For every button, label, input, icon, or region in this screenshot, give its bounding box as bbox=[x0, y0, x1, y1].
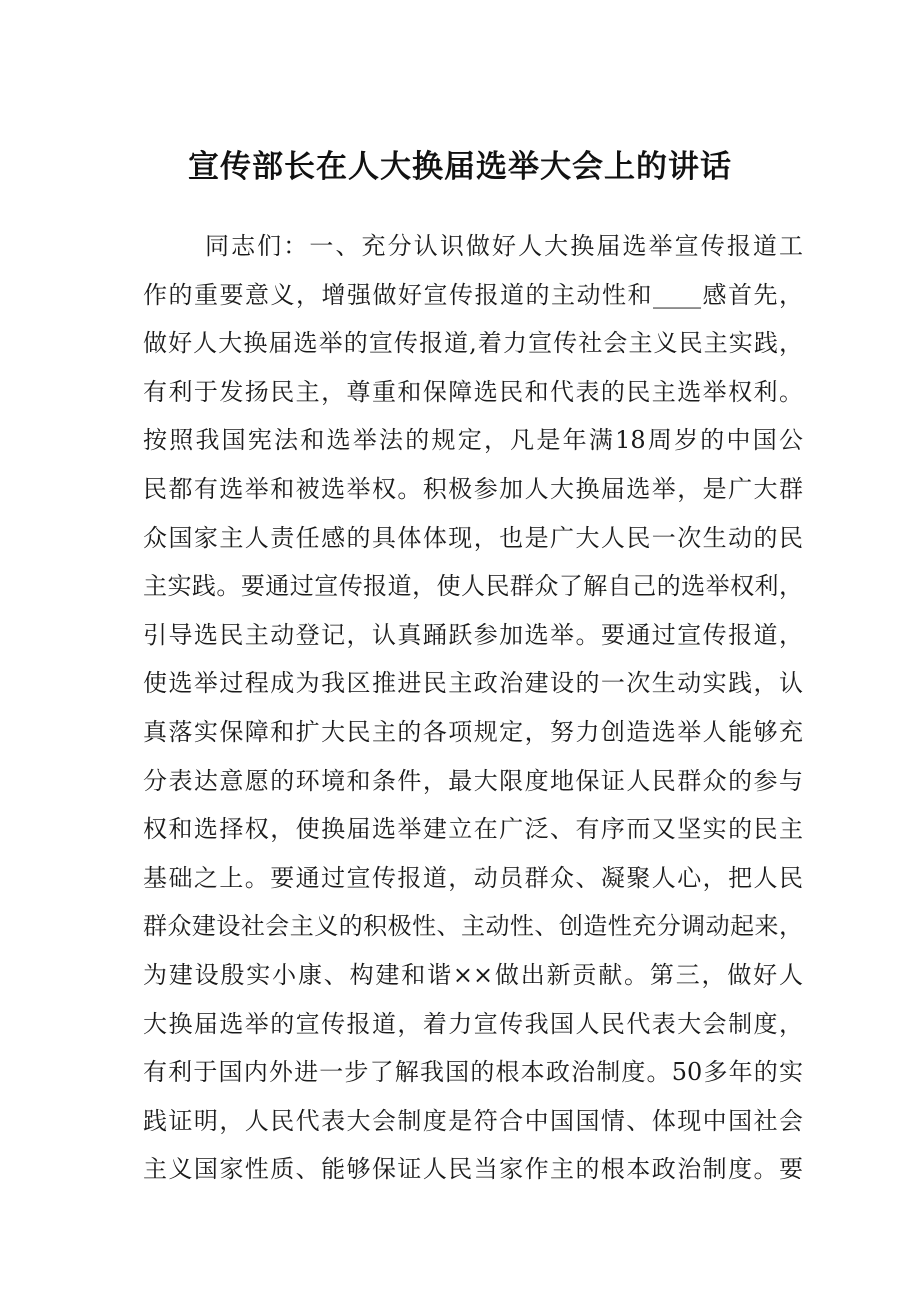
paragraph-line: 主义国家性质、能够保证人民当家作主的根本政治制度。要 bbox=[143, 1155, 803, 1184]
page-title: 宣传部长在人大换届选举大会上的讲话 bbox=[188, 149, 732, 185]
paragraph-line: 有利于发扬民主，尊重和保障选民和代表的民主选举权利。 bbox=[143, 377, 803, 406]
document-body bbox=[143, 222, 803, 1194]
paragraph-line: 真落实保障和扩大民主的各项规定，努力创造选举人能够充 bbox=[143, 717, 803, 746]
paragraph-line: 主实践。要通过宣传报道，使人民群众了解自己的选举权利， bbox=[143, 572, 803, 601]
paragraph-line: 权和选择权，使换届选举建立在广泛、有序而又坚实的民主 bbox=[143, 815, 803, 844]
paragraph-line: 群众建设社会主义的积极性、主动性、创造性充分调动起来， bbox=[143, 912, 803, 941]
paragraph-line: 民都有选举和被选举权。积极参加人大换届选举，是广大群 bbox=[143, 474, 803, 503]
paragraph-line: 分表达意愿的环境和条件，最大限度地保证人民群众的参与 bbox=[143, 766, 803, 795]
paragraph-line: 践证明，人民代表大会制度是符合中国国情、体现中国社会 bbox=[143, 1106, 803, 1135]
paragraph-line: 众国家主人责任感的具体体现，也是广大人民一次生动的民 bbox=[143, 523, 803, 552]
paragraph-line: 基础之上。要通过宣传报道，动员群众、凝聚人心，把人民 bbox=[143, 863, 803, 892]
paragraph-line: 引导选民主动登记，认真踊跃参加选举。要通过宣传报道， bbox=[143, 620, 803, 649]
paragraph-line: 做好人大换届选举的宣传报道,着力宣传社会主义民主实践， bbox=[143, 329, 803, 358]
paragraph-line: 使选举过程成为我区推进民主政治建设的一次生动实践，认 bbox=[143, 669, 803, 698]
paragraph-line: 有利于国内外进一步了解我国的根本政治制度。50多年的实 bbox=[143, 1058, 803, 1087]
paragraph-line: 作的重要意义，增强做好宣传报道的主动性和____感首先， bbox=[143, 280, 803, 309]
paragraph-line: 按照我国宪法和选举法的规定，凡是年满18周岁的中国公 bbox=[143, 426, 803, 455]
paragraph-line: 大换届选举的宣传报道，着力宣传我国人民代表大会制度， bbox=[143, 1009, 803, 1038]
paragraph-line: 为建设殷实小康、构建和谐××做出新贡献。第三，做好人 bbox=[143, 960, 803, 989]
paragraph-line: 同志们：一、充分认识做好人大换届选举宣传报道工 bbox=[205, 232, 803, 260]
